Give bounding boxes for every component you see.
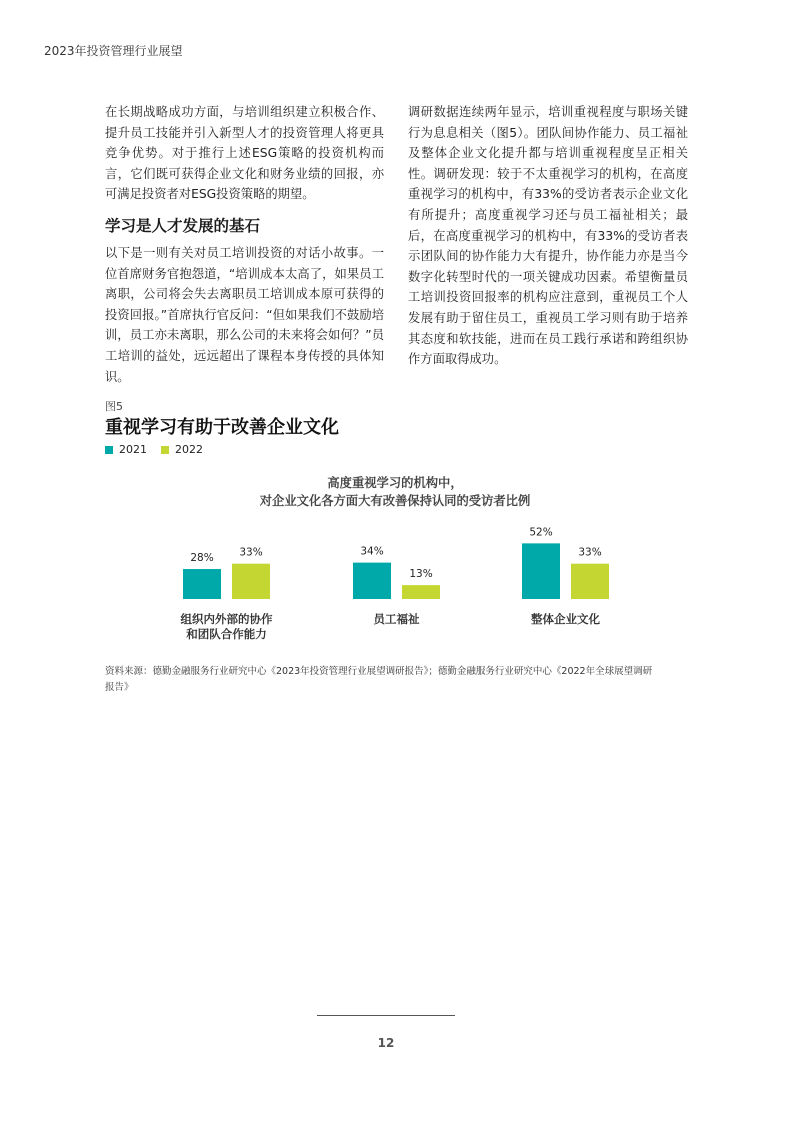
chart-title-line: 对企业文化各方面大有改善保持认同的受访者比例: [259, 494, 531, 508]
footer-divider: [317, 1015, 455, 1016]
body-paragraph: 以下是一则有关对员工培训投资的对话小故事。一位首席财务官抱怨道，“培训成本太高了，如果员工离职，公司将会失去离职员工培训成本原可获得的投资回报。”首席执行官反问：“但如果我们不鼓励培训，员工亦未离职，那么公司的未来将会如何？”员工培训的益处，远远超出了课程本身传授的具体知识。: [105, 245, 384, 384]
chart-title-line: 高度重视学习的机构中，: [327, 476, 463, 490]
legend-swatch-2022: [161, 446, 169, 454]
bar-2021-1: [353, 563, 391, 599]
bar-value-label: 34%: [360, 545, 384, 558]
body-paragraph: 调研数据连续两年显示，培训重视程度与职场关键行为息息相关（图5）。团队间协作能力、员工福祉及整体企业文化提升都与培训重视程度呈正相关性。调研发现：较于不太重视学习的机构，在高度重视学习的机构中，有33%的受访者表示企业文化有所提升；高度重视学习还与员工福祉相关；最后，在高度重视学习的机构中，有33%的受访者表示团队间的协作能力大有提升，协作能力亦是当今数字化转型时代的一项关键成功因素。希望衡量员工培训投资回报率的机构应注意到，重视员工个人发展有助于留住员工，重视员工学习则有助于培养其态度和软技能，进而在员工践行承诺和跨组织协作方面取得成功。: [408, 105, 688, 367]
body-paragraph: 在长期战略成功方面，与培训组织建立积极合作、提升员工技能并引入新型人才的投资管理人将更具竞争优势。对于推行上述ESG策略的投资机构而言，它们既可获得企业文化和财务业绩的回报，亦可满足投资者对ESG投资策略的期望。: [105, 105, 384, 202]
bar-value-label: 33%: [578, 546, 602, 559]
chart-legend: [105, 443, 217, 456]
page-number: 12: [377, 1036, 395, 1050]
legend-label: 2021: [119, 443, 147, 456]
chart-title: [180, 474, 610, 510]
bar-value-label: 33%: [239, 546, 263, 559]
source-note: 资料来源：德勤金融服务行业研究中心《2023年投资管理行业展望调研报告》；德勤金融服务行业研究中心《2022年全球展望调研报告》: [105, 666, 653, 693]
figure-label: 图5: [105, 400, 123, 413]
bar-value-label: 52%: [529, 526, 553, 539]
legend-swatch-2021: [105, 446, 113, 454]
section-heading: 学习是人才发展的基石: [105, 216, 261, 235]
bar-value-label: 13%: [409, 568, 433, 581]
legend-item-2022: [161, 443, 203, 456]
category-label: 员工福祉: [373, 612, 420, 626]
bar-2022-1: [402, 585, 440, 599]
bar-2021-0: [183, 569, 221, 599]
legend-item-2021: [105, 443, 147, 456]
bar-2022-0: [232, 564, 270, 599]
category-label: 组织内外部的协作: [180, 612, 273, 626]
right-column: [408, 102, 688, 370]
bar-value-label: 28%: [190, 552, 214, 565]
bar-2021-2: [522, 543, 560, 599]
legend-label: 2022: [175, 443, 203, 456]
category-label: 和团队合作能力: [186, 627, 267, 641]
running-header: 2023年投资管理行业展望: [44, 44, 183, 58]
bar-2022-2: [571, 564, 609, 599]
category-label: 整体企业文化: [531, 612, 600, 626]
figure-title: 重视学习有助于改善企业文化: [105, 417, 339, 438]
left-column: [105, 102, 384, 387]
